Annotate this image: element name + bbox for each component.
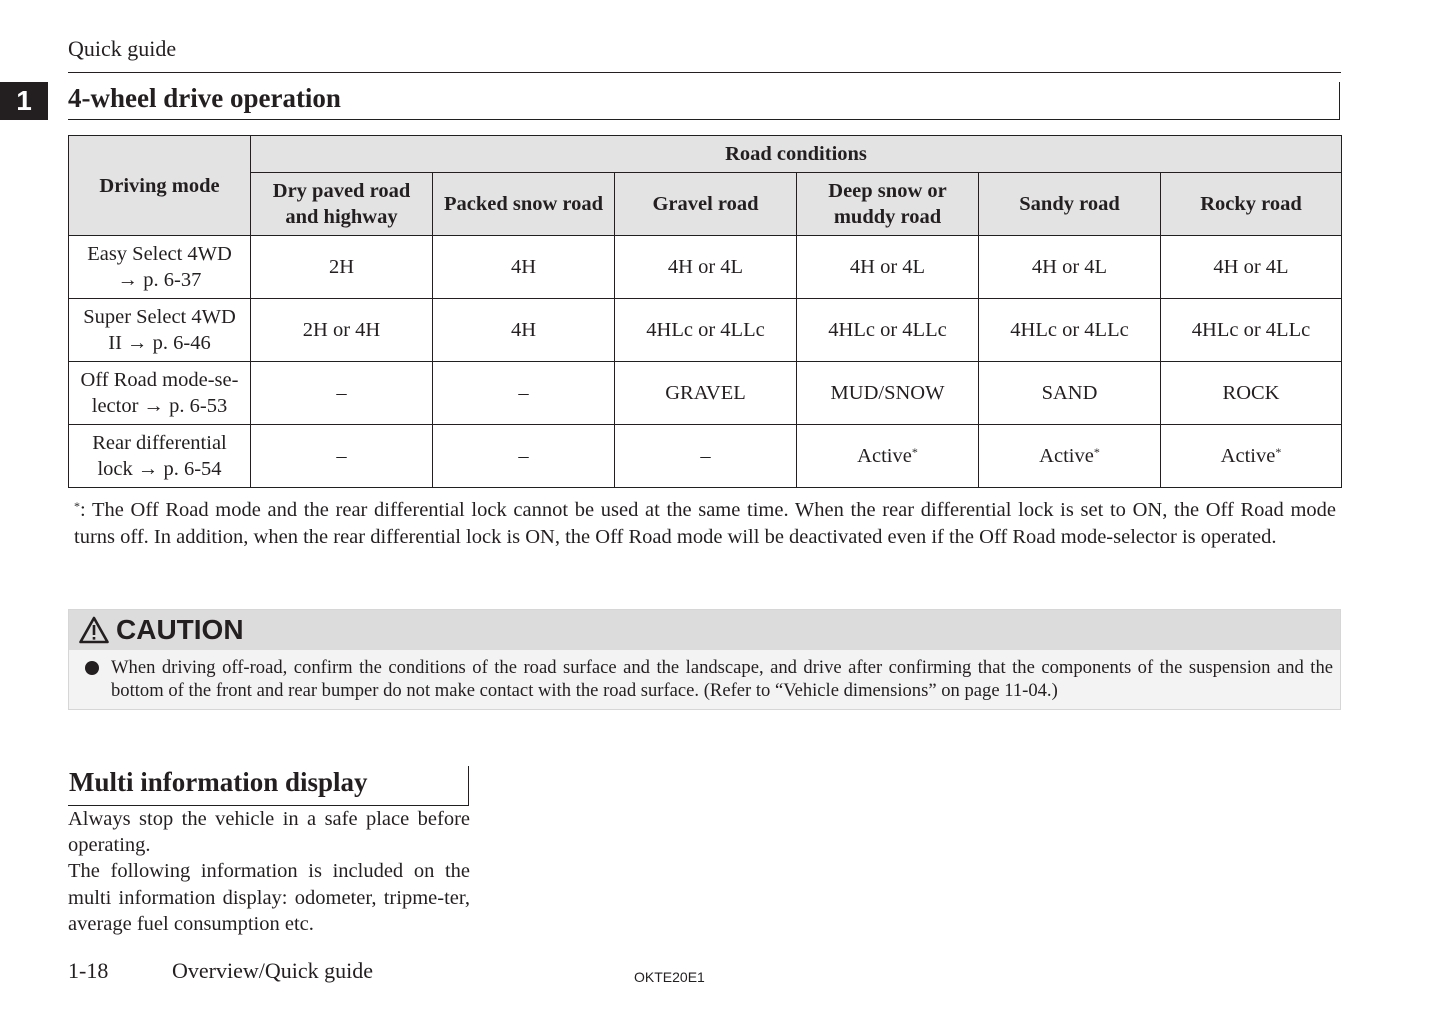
- chapter-tab: 1: [0, 82, 48, 120]
- table-cell: 4H: [433, 236, 615, 299]
- body-paragraph: Always stop the vehicle in a safe place before operating.: [68, 808, 470, 857]
- caution-header-bar: [69, 610, 1340, 650]
- asterisk-marker: *: [1275, 445, 1282, 459]
- table-row: [69, 236, 1342, 299]
- table-cell: 2H: [251, 236, 433, 299]
- asterisk-marker: *: [911, 445, 918, 459]
- table-cell: 4HLc or 4LLc: [797, 299, 979, 362]
- driving-mode-cell: Super Select 4WD II → p. 6-46: [69, 299, 251, 362]
- caution-box: [68, 609, 1341, 710]
- footnote-text: : The Off Road mode and the rear differential lock cannot be used at the same time. When the rear differential lock is set to ON, the Off Road mode turns off. In addition, when the rear differential lock is ON, the Off Road mode will be deactivated even if the Off Road mode-selector is operated.: [74, 499, 1336, 548]
- driving-mode-cell: Easy Select 4WD → p. 6-37: [69, 236, 251, 299]
- section-heading-box: [68, 82, 1340, 120]
- table-cell: –: [251, 362, 433, 425]
- document-code: OKTE20E1: [634, 969, 705, 985]
- table-cell: GRAVEL: [615, 362, 797, 425]
- column-header: Packed snow road: [433, 173, 615, 236]
- subsection-title: Multi information display: [69, 767, 368, 797]
- bullet-icon: [85, 661, 99, 675]
- body-paragraph: The following information is included on the multi information display: odometer, tripme-ter, average fuel consumption etc.: [68, 860, 470, 935]
- table-row: [69, 425, 1342, 488]
- column-header: Dry paved road and highway: [251, 173, 433, 236]
- caution-title: CAUTION: [116, 614, 244, 645]
- subsection-heading-box: [68, 766, 469, 806]
- table-cell: 4HLc or 4LLc: [979, 299, 1161, 362]
- header-rule: [68, 72, 1341, 73]
- caution-text: When driving off-road, confirm the conditions of the road surface and the landscape, and drive after confirming that the components of the suspension and the bottom of the front and rear bumper do not make contact with the road surface. (Refer to “Vehicle dimensions” on page 11-04.): [111, 657, 1333, 701]
- table-cell: 4HLc or 4LLc: [615, 299, 797, 362]
- section-title: 4-wheel drive operation: [68, 83, 341, 113]
- column-header: Sandy road: [979, 173, 1161, 236]
- drive-mode-table: [68, 135, 1342, 488]
- table-cell: –: [433, 425, 615, 488]
- table-cell: ROCK: [1161, 362, 1342, 425]
- table-cell: 2H or 4H: [251, 299, 433, 362]
- table-cell: –: [251, 425, 433, 488]
- table-cell: 4H or 4L: [615, 236, 797, 299]
- page-header-label: Quick guide: [68, 36, 177, 61]
- page-number: 1-18: [68, 958, 109, 983]
- column-header: Rocky road: [1161, 173, 1342, 236]
- driving-mode-header: Driving mode: [69, 136, 251, 236]
- table-cell: 4H or 4L: [979, 236, 1161, 299]
- footnote-marker: *: [74, 499, 80, 513]
- column-header: Gravel road: [615, 173, 797, 236]
- table-footnote: [74, 497, 1336, 550]
- driving-mode-cell: Off Road mode-se- lector → p. 6-53: [69, 362, 251, 425]
- warning-triangle-icon: [79, 616, 109, 644]
- table-cell: SAND: [979, 362, 1161, 425]
- subsection-body: [68, 806, 470, 937]
- table-cell: 4H or 4L: [1161, 236, 1342, 299]
- table-row: [69, 362, 1342, 425]
- table-cell: 4H or 4L: [797, 236, 979, 299]
- table-cell: –: [615, 425, 797, 488]
- column-header: Deep snow or muddy road: [797, 173, 979, 236]
- table-cell: Active*: [1161, 425, 1342, 488]
- driving-mode-cell: Rear differential lock → p. 6-54: [69, 425, 251, 488]
- asterisk-marker: *: [1093, 445, 1100, 459]
- road-conditions-header: Road conditions: [251, 136, 1342, 173]
- footer-section-name: Overview/Quick guide: [172, 958, 373, 983]
- table-cell: 4H: [433, 299, 615, 362]
- table-row: [69, 299, 1342, 362]
- table-cell: 4HLc or 4LLc: [1161, 299, 1342, 362]
- table-cell: MUD/SNOW: [797, 362, 979, 425]
- table-cell: Active*: [979, 425, 1161, 488]
- table-cell: Active*: [797, 425, 979, 488]
- table-cell: –: [433, 362, 615, 425]
